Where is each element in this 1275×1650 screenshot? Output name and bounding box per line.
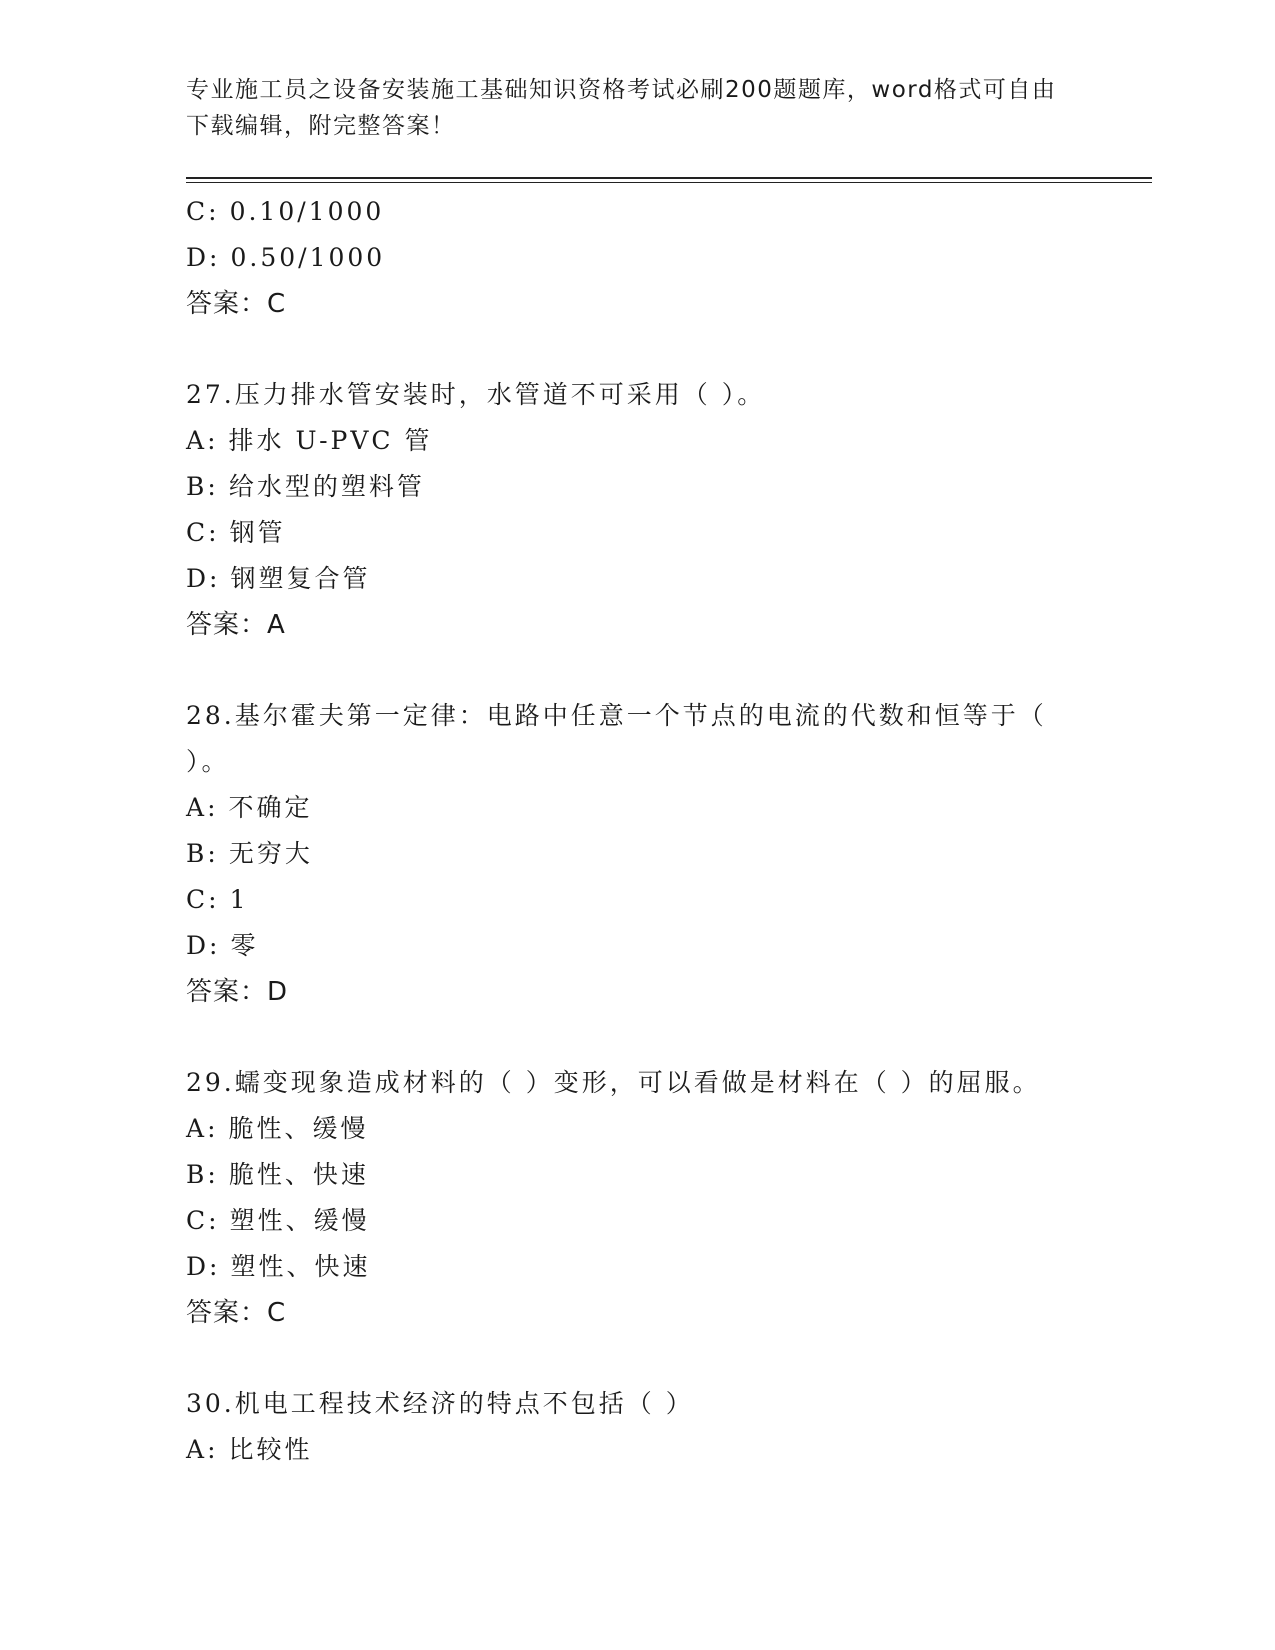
option-key: B <box>186 1160 208 1189</box>
option-key: D <box>186 1252 210 1281</box>
header-divider-thick <box>186 177 1152 179</box>
option-text: 0.50/1000 <box>230 243 386 272</box>
option-key: A <box>186 426 208 455</box>
answer-line: 答案：C <box>186 1298 287 1328</box>
answer-line: 答案：A <box>186 610 286 640</box>
option-d: D: 塑性、快速 <box>186 1252 371 1281</box>
header-divider-thin <box>186 182 1152 183</box>
option-text: 零 <box>230 931 259 960</box>
option-text: 比较性 <box>228 1435 313 1464</box>
option-key: B <box>186 472 208 501</box>
option-key: C <box>186 518 209 547</box>
option-text: 排水 U-PVC 管 <box>228 426 433 455</box>
option-text: 塑性、缓慢 <box>229 1206 370 1235</box>
option-d: D: 钢塑复合管 <box>186 564 371 593</box>
header-title-line-2: 下载编辑，附完整答案！ <box>186 113 456 139</box>
question-stem: 27.压力排水管安装时，水管道不可采用（ ）。 <box>186 380 766 409</box>
option-b: B: 脆性、快速 <box>186 1160 369 1189</box>
option-text: 0.10/1000 <box>229 197 385 226</box>
option-key: A <box>186 793 208 822</box>
option-text: 塑性、快速 <box>230 1252 371 1281</box>
option-key: B <box>186 839 208 868</box>
question-stem: 30.机电工程技术经济的特点不包括（ ） <box>186 1389 694 1418</box>
option-b: B: 给水型的塑料管 <box>186 472 425 501</box>
option-c: C: 钢管 <box>186 518 286 547</box>
option-key: A <box>186 1435 208 1464</box>
option-c: C: 0.10/1000 <box>186 197 385 226</box>
option-b: B: 无穷大 <box>186 839 313 868</box>
question-stem: 28.基尔霍夫第一定律：电路中任意一个节点的电流的代数和恒等于（ <box>186 701 1047 730</box>
option-a: A: 排水 U-PVC 管 <box>186 426 433 455</box>
option-key: D <box>186 931 210 960</box>
option-a: A: 比较性 <box>186 1435 313 1464</box>
continued-question <box>186 189 1086 327</box>
option-d: D: 零 <box>186 931 259 960</box>
option-text: 1 <box>229 885 249 914</box>
option-key: D <box>186 243 210 272</box>
question-stem: 29.蠕变现象造成材料的（ ）变形，可以看做是材料在（ ）的屈服。 <box>186 1068 1041 1097</box>
option-text: 脆性、快速 <box>228 1160 369 1189</box>
document-body <box>186 189 1086 1473</box>
option-a: A: 不确定 <box>186 793 313 822</box>
option-c: C: 1 <box>186 885 249 914</box>
question-stem-continued: ）。 <box>186 747 230 776</box>
answer-line: 答案：D <box>186 977 289 1007</box>
option-text: 不确定 <box>228 793 313 822</box>
option-a: A: 脆性、缓慢 <box>186 1114 369 1143</box>
answer-line: 答案：C <box>186 289 287 319</box>
option-text: 钢管 <box>229 518 286 547</box>
option-key: C <box>186 197 209 226</box>
option-key: A <box>186 1114 208 1143</box>
option-key: D <box>186 564 210 593</box>
question-28 <box>186 693 1086 1015</box>
page-header <box>186 72 1076 144</box>
option-key: C <box>186 885 209 914</box>
option-d: D: 0.50/1000 <box>186 243 386 272</box>
option-c: C: 塑性、缓慢 <box>186 1206 370 1235</box>
option-key: C <box>186 1206 209 1235</box>
question-27 <box>186 372 1086 648</box>
option-text: 脆性、缓慢 <box>228 1114 369 1143</box>
option-text: 给水型的塑料管 <box>228 472 425 501</box>
option-text: 钢塑复合管 <box>230 564 371 593</box>
question-30 <box>186 1381 1086 1473</box>
option-text: 无穷大 <box>228 839 313 868</box>
header-title-line-1: 专业施工员之设备安装施工基础知识资格考试必刷200题题库，word格式可自由 <box>186 77 1057 103</box>
question-29 <box>186 1060 1086 1336</box>
